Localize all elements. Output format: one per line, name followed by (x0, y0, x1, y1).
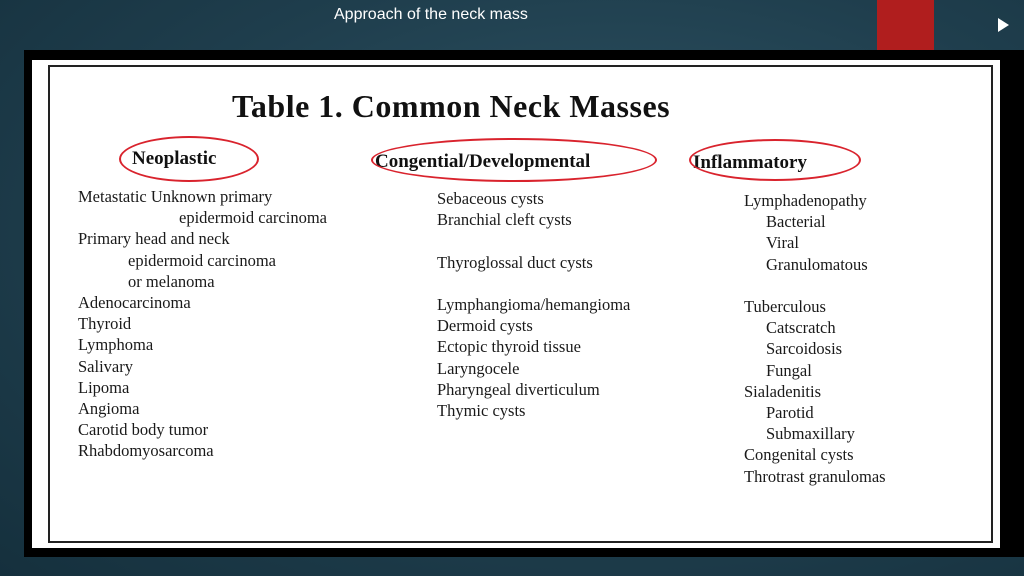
slide-title: Approach of the neck mass (334, 6, 528, 23)
list-item: Branchial cleft cysts (437, 210, 572, 230)
list-spacer (437, 230, 630, 251)
list-item: or melanoma (128, 271, 215, 291)
list-spacer (744, 275, 886, 296)
list-item: Carotid body tumor (78, 420, 209, 440)
list-item: Sialadenitis (744, 381, 821, 401)
list-item: Ectopic thyroid tissue (437, 337, 581, 357)
list-item: Viral (766, 233, 799, 253)
list-item: Throtrast granulomas (744, 466, 886, 486)
highlight-ring-congenital (371, 138, 657, 182)
header-congenital-developmental: Congential/Developmental (375, 151, 591, 172)
table-title: Table 1. Common Neck Masses (232, 88, 671, 124)
list-item: Pharyngeal diverticulum (437, 379, 600, 399)
list-item: Sarcoidosis (766, 339, 843, 359)
list-item: Thyroid (78, 314, 132, 334)
list-item: Rhabdomyosarcoma (78, 441, 214, 461)
accent-bar (877, 0, 934, 50)
neoplastic-list (78, 186, 327, 462)
list-item: epidermoid carcinoma (179, 208, 327, 228)
header-neoplastic: Neoplastic (132, 148, 217, 169)
list-item: Dermoid cysts (437, 316, 533, 336)
list-item: Laryngocele (437, 358, 520, 378)
list-item: Angioma (78, 399, 140, 419)
highlight-ring-inflammatory (689, 139, 861, 181)
list-item: Metastatic Unknown primary (78, 187, 273, 206)
list-item: Thymic cysts (437, 401, 526, 420)
inflammatory-list (744, 190, 886, 487)
list-item: Sebaceous cysts (437, 189, 544, 208)
list-item: Thyroglossal duct cysts (437, 252, 593, 272)
list-item: Adenocarcinoma (78, 293, 191, 313)
list-item: Salivary (78, 356, 133, 376)
congenital-list (437, 188, 630, 421)
list-item: Granulomatous (766, 254, 868, 274)
header-inflammatory: Inflammatory (693, 152, 807, 173)
list-item: epidermoid carcinoma (128, 250, 276, 270)
list-item: Lymphadenopathy (744, 191, 867, 210)
list-item: Congenital cysts (744, 445, 854, 465)
list-item: Bacterial (766, 212, 826, 232)
highlight-ring-neoplastic (119, 136, 259, 182)
list-item: Lymphoma (78, 335, 154, 355)
list-item: Parotid (766, 403, 814, 423)
list-item: Tuberculous (744, 297, 826, 316)
play-arrow-icon (998, 18, 1009, 32)
list-item: Primary head and neck (78, 229, 230, 249)
list-spacer (437, 273, 630, 294)
list-item: Catscratch (766, 318, 836, 338)
list-item: Fungal (766, 360, 812, 380)
list-item: Lymphangioma/hemangioma (437, 294, 631, 314)
list-item: Lipoma (78, 377, 130, 397)
list-item: Submaxillary (766, 424, 855, 444)
